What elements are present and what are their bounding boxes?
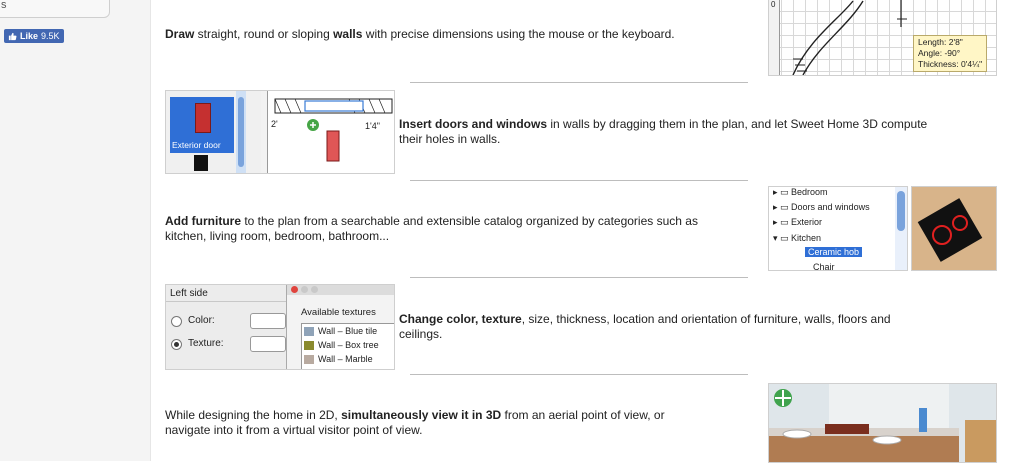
facebook-like-button[interactable] bbox=[4, 29, 64, 43]
door-catalog-item[interactable] bbox=[170, 97, 234, 153]
tooltip-angle: Angle: -90° bbox=[918, 48, 961, 58]
close-dot-icon[interactable] bbox=[291, 286, 298, 293]
feature-walls-bold-2: walls bbox=[333, 27, 363, 41]
catalog-scrollbar[interactable] bbox=[236, 91, 246, 173]
texture-dialog-screenshot bbox=[165, 284, 395, 370]
available-textures-label: Available textures bbox=[301, 307, 376, 318]
feature-texture-bold: Change color, texture bbox=[399, 312, 522, 326]
separator-4 bbox=[410, 374, 748, 375]
separator-1 bbox=[410, 82, 748, 83]
feature-furniture-text-1: to the plan from a searchable and extensible catalog organized by categories such as bbox=[241, 214, 698, 228]
feature-walls-text-1: straight, round or sloping bbox=[194, 27, 334, 41]
ceramic-hob-drawing bbox=[912, 187, 996, 270]
wall-dimension-tooltip bbox=[913, 35, 987, 72]
feature-3d-text-1: from an aerial point of view, or bbox=[501, 408, 665, 422]
feature-walls-text bbox=[165, 27, 675, 42]
minimize-dot-icon[interactable] bbox=[301, 286, 308, 293]
feature-doors-text-1: in walls by dragging them in the plan, and let Sweet Home 3D compute bbox=[547, 117, 928, 131]
3d-kitchen-render bbox=[769, 384, 996, 462]
left-side-label: Left side bbox=[170, 288, 208, 299]
door-catalog-label: Exterior door bbox=[172, 140, 221, 150]
tree-item-chair[interactable]: Chair bbox=[813, 262, 835, 271]
tooltip-length: Length: 2'8" bbox=[918, 37, 963, 47]
tree-item-ceramic-hob[interactable]: Ceramic hob bbox=[805, 247, 862, 257]
texture-popup bbox=[286, 285, 395, 369]
texture-item-blue-tile[interactable]: Wall – Blue tile bbox=[304, 326, 377, 336]
texture-list bbox=[301, 323, 395, 370]
feature-doors-text bbox=[399, 117, 927, 147]
feature-furniture-text-2: kitchen, living room, bedroom, bathroom... bbox=[165, 229, 390, 243]
color-radio-label: Color: bbox=[188, 315, 215, 326]
walls-screenshot bbox=[768, 0, 997, 76]
separator-2 bbox=[410, 180, 748, 181]
texture-radio[interactable] bbox=[171, 339, 182, 350]
feature-texture-text-2: ceilings. bbox=[399, 327, 443, 341]
tooltip-thickness: Thickness: 0'4¼" bbox=[918, 59, 983, 69]
tree-item-exterior[interactable]: ▸ ▭ Exterior bbox=[773, 217, 823, 227]
ruler-zero-label: 0 bbox=[771, 0, 776, 9]
feature-3d-text-0: While designing the home in 2D, bbox=[165, 408, 342, 422]
like-count: 9.5K bbox=[41, 31, 60, 41]
3d-view-screenshot bbox=[768, 383, 997, 463]
door-plan-area bbox=[261, 91, 394, 173]
feature-3d-text bbox=[165, 408, 665, 438]
feature-doors-text-2: their holes in walls. bbox=[399, 132, 501, 146]
feature-doors-bold: Insert doors and windows bbox=[399, 117, 548, 131]
tree-item-bedroom[interactable]: ▸ ▭ Bedroom bbox=[773, 187, 828, 197]
tree-item-kitchen[interactable]: ▾ ▭ Kitchen bbox=[773, 233, 822, 243]
thumbs-up-icon bbox=[8, 32, 17, 41]
tree-scrollbar[interactable] bbox=[895, 187, 907, 270]
texture-button[interactable] bbox=[250, 336, 286, 352]
ceramic-hob-plan bbox=[911, 186, 997, 271]
feature-3d-bold: simultaneously view it in 3D bbox=[341, 408, 502, 422]
feature-walls-bold: Draw bbox=[165, 27, 195, 41]
zoom-dot-icon[interactable] bbox=[311, 286, 318, 293]
feature-walls-text-2: with precise dimensions using the mouse or the keyboard. bbox=[362, 27, 675, 41]
furniture-tree-screenshot bbox=[768, 186, 908, 271]
top-tab[interactable] bbox=[0, 0, 110, 18]
door-icon bbox=[195, 103, 211, 133]
feature-texture-text bbox=[399, 312, 891, 342]
separator-3 bbox=[410, 277, 748, 278]
texture-item-box-tree[interactable]: Wall – Box tree bbox=[304, 340, 379, 350]
feature-3d-text-2: navigate into it from a virtual visitor point of view. bbox=[165, 423, 423, 437]
texture-item-marble[interactable]: Wall – Marble bbox=[304, 354, 373, 364]
color-button[interactable] bbox=[250, 313, 286, 329]
door-dimension-right: 1'4" bbox=[365, 121, 380, 131]
door-thumbnail bbox=[194, 155, 208, 171]
feature-texture-text-1: , size, thickness, location and orientation of furniture, walls, floors and bbox=[521, 312, 891, 326]
top-tab-label: s bbox=[1, 0, 7, 11]
wall-with-door-drawing bbox=[261, 91, 394, 173]
tree-item-doors[interactable]: ▸ ▭ Doors and windows bbox=[773, 202, 870, 212]
feature-furniture-text bbox=[165, 214, 698, 244]
door-dimension-left: 2' bbox=[271, 119, 278, 129]
feature-furniture-bold: Add furniture bbox=[165, 214, 241, 228]
color-radio[interactable] bbox=[171, 316, 182, 327]
texture-radio-label: Texture: bbox=[188, 338, 224, 349]
doors-screenshot bbox=[165, 90, 395, 174]
like-label: Like bbox=[20, 31, 39, 41]
left-gutter bbox=[0, 0, 151, 461]
